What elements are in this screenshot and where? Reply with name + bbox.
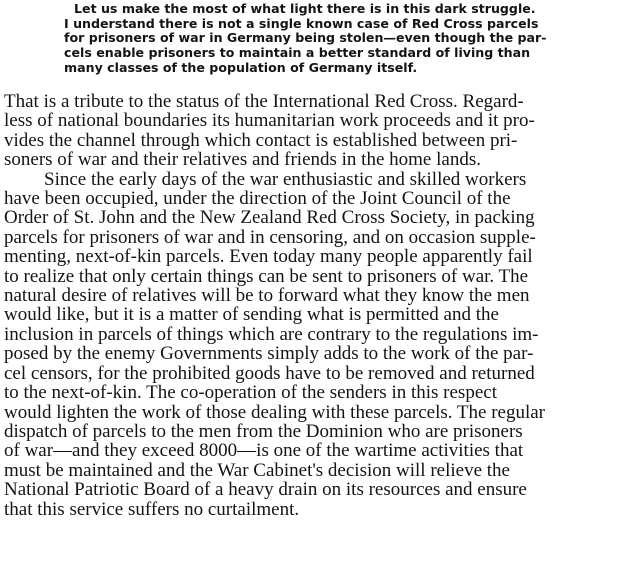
quote-line: many classes of the population of Germany itself. (64, 59, 418, 75)
text-line: natural desire of relatives will be to forward what they know the men (4, 285, 530, 307)
quote-line: for prisoners of war in Germany being stolen—even though the par- (64, 30, 547, 46)
text-line: menting, next-of-kin parcels. Even today many people apparently fail (4, 246, 533, 268)
paragraph-parcel-work (4, 170, 638, 519)
text-line: less of national boundaries its humanitarian work proceeds and it pro- (4, 110, 535, 132)
text-line: Since the early days of the war enthusiastic and skilled workers (44, 168, 527, 190)
text-line: cel censors, for the prohibited goods have to be removed and returned (4, 362, 535, 384)
article-body (4, 92, 638, 519)
quote-line: cels enable prisoners to maintain a better standard of living than (64, 45, 531, 61)
text-line: inclusion in parcels of things which are contrary to the regulations im- (4, 323, 539, 345)
text-line: Order of St. John and the New Zealand Red Cross Society, in packing (4, 207, 535, 229)
text-line: vides the channel through which contact is established between pri- (4, 129, 518, 151)
text-line: must be maintained and the War Cabinet's decision will relieve the (4, 459, 510, 481)
text-line: would lighten the work of those dealing with these parcels. The regular (4, 401, 545, 423)
text-line: dispatch of parcels to the men from the Dominion who are prisoners (4, 420, 523, 442)
text-line: to the next-of-kin. The co-operation of the senders in this respect (4, 382, 497, 404)
paragraph-red-cross-status (4, 92, 638, 170)
text-line: That is a tribute to the status of the International Red Cross. Regard- (4, 91, 524, 112)
text-line: soners of war and their relatives and friends in the home lands. (4, 149, 481, 171)
text-line: of war—and they exceed 8000—is one of the wartime activities that (4, 440, 524, 462)
quote-line: I understand there is not a single known case of Red Cross parcels (64, 15, 539, 31)
quote-line: Let us make the most of what light there is in this dark struggle. (74, 1, 536, 16)
text-line: National Patriotic Board of a heavy drain on its resources and ensure (4, 479, 527, 501)
text-line: would like, but it is a matter of sending what is permitted and the (4, 304, 499, 326)
text-line: have been occupied, under the direction of the Joint Council of the (4, 188, 511, 210)
text-line: posed by the enemy Governments simply adds to the work of the par- (4, 343, 534, 365)
text-line: that this service suffers no curtailment. (4, 498, 300, 520)
text-line: parcels for prisoners of war and in censoring, and on occasion supple- (4, 226, 536, 248)
text-line: to realize that only certain things can be sent to prisoners of war. The (4, 265, 529, 287)
quoted-excerpt (64, 2, 640, 76)
